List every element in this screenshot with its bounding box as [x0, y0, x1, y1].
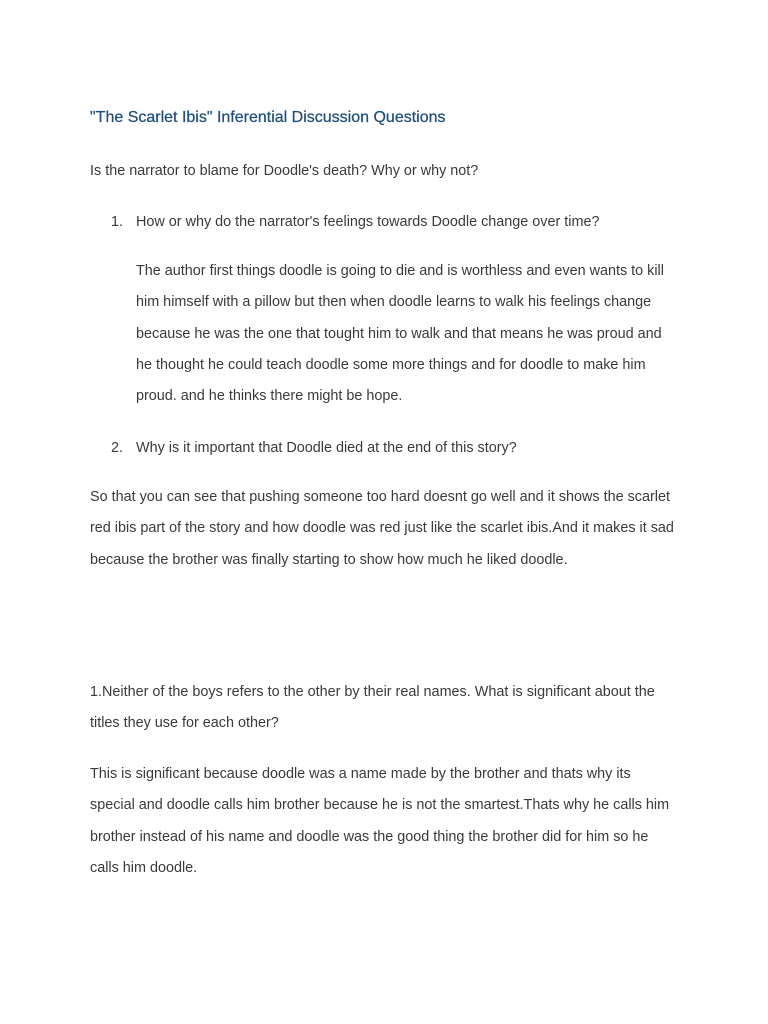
- list-number-2: 2.: [111, 440, 124, 456]
- question-3: 1.Neither of the boys refers to the other by their real names. What is significant about the titles they use for each other?: [90, 684, 655, 732]
- intro-question: Is the narrator to blame for Doodle's death? Why or why not?: [90, 163, 479, 179]
- answer-1: The author first things doodle is going to die and is worthless and even wants to kill him himself with a pillow but then when doodle learns to walk his feelings change because he was the one that tought him to walk and that means he was proud and he thought he could teach doodle some more things and for doodle to make him proud. and he thinks there might be hope.: [136, 263, 664, 405]
- list-number-1: 1.: [111, 214, 124, 230]
- document-title: "The Scarlet Ibis" Inferential Discussion Questions: [90, 109, 446, 126]
- list-item-1: [111, 212, 711, 232]
- list-item-2: [111, 438, 711, 458]
- answer-2: So that you can see that pushing someone too hard doesnt go well and it shows the scarlet red ibis part of the story and how doodle was red just like the scarlet ibis.And it makes it sad because the brother was finally starting to show how much he liked doodle.: [90, 489, 674, 568]
- list-question-2: Why is it important that Doodle died at the end of this story?: [136, 440, 517, 456]
- list-question-1: How or why do the narrator's feelings towards Doodle change over time?: [136, 214, 600, 230]
- answer-3: This is significant because doodle was a name made by the brother and thats why its special and doodle calls him brother because he is not the smartest.Thats why he calls him brother instead of his name and doodle was the good thing the brother did for him so he calls him doodle.: [90, 766, 670, 876]
